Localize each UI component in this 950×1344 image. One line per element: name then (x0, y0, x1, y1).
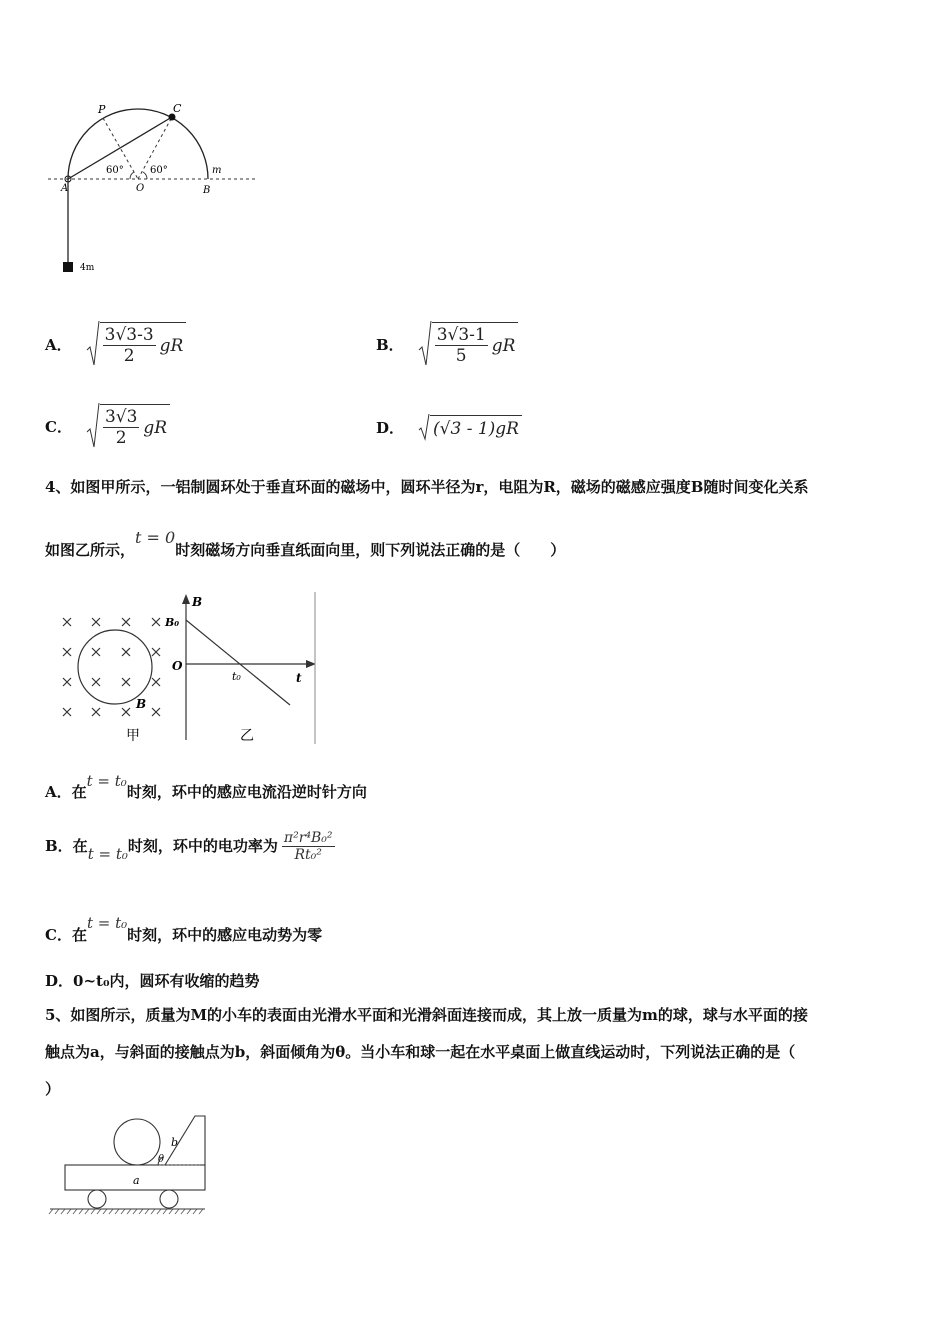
option-a-label: A． (45, 335, 72, 354)
label-B: B (203, 185, 211, 196)
q4-t0-expr: t = 0 (135, 528, 176, 547)
radical-b: $\frac{3√3-1}{5}$ gR (418, 320, 519, 368)
q4-option-c-expr: t = t₀ (86, 914, 128, 932)
q4-option-c-label: C．在 (45, 926, 87, 944)
radical-a: $\frac{3√3-3}{2}$ gR (86, 320, 187, 368)
option-d[interactable] (376, 412, 522, 442)
q5-line3: ） (45, 1080, 61, 1098)
option-b-label: B． (376, 335, 404, 354)
q4-option-b-fraction: $\frac{\text{π²r⁴B₀²}}{\text{Rt₀²}}$ (283, 830, 333, 863)
q4-option-b-expr: t = t₀ (87, 844, 128, 863)
q4-line2-post: 时刻磁场方向垂直纸面向里，则下列说法正确的是（ ） (175, 541, 566, 559)
q4-line2 (45, 528, 565, 558)
q4-option-a-expr: t = t₀ (86, 772, 127, 790)
option-a[interactable] (45, 318, 186, 370)
q4-option-c[interactable] (45, 914, 322, 943)
radical-d: (√3 - 1)gR (418, 413, 522, 441)
label-P: P (98, 103, 106, 116)
radical-c: $\frac{3√3}{2}$ gR (86, 402, 170, 450)
q4-line2-pre: 如图乙所示， (45, 541, 136, 559)
q4-option-b[interactable] (45, 830, 335, 863)
caption-jia: 甲 (126, 728, 140, 744)
q4-option-a-text: 时刻，环中的感应电流沿逆时针方向 (126, 783, 367, 801)
label-m: m (212, 165, 222, 176)
q4-line1: 4、如图甲所示，一铝制圆环处于垂直环面的磁场中，圆环半径为r，电阻为R，磁场的磁感应强度B随时间变化关系 (45, 478, 809, 496)
label-O: O (136, 183, 145, 194)
cart-label-a: a (133, 1174, 140, 1187)
q4-option-b-text: 时刻，环中的电功率为 (127, 837, 278, 855)
label-C: C (173, 102, 182, 115)
label-b0: B₀ (165, 616, 180, 629)
cart-figure (45, 1110, 215, 1220)
label-t0: t₀ (232, 670, 241, 683)
option-d-label: D． (376, 418, 405, 437)
q4-figure (50, 590, 330, 750)
q5-line1: 5、如图所示，质量为M的小车的表面由光滑水平面和光滑斜面连接而成，其上放一质量为m的球，球与水平面的接 (45, 1006, 808, 1024)
semicircle-figure (40, 95, 270, 280)
q5-line2: 触点为a，与斜面的接触点为b，斜面倾角为θ。当小车和球一起在水平桌面上做直线运动时，下列说法正确的是（ (45, 1043, 796, 1061)
option-c[interactable] (45, 400, 170, 452)
axis-label-t: t (296, 671, 302, 685)
label-4m: 4m (80, 263, 95, 273)
q4-option-a-label: A．在 (45, 783, 87, 801)
angle-60-left: 60° (106, 165, 124, 176)
q4-option-d[interactable]: D．0~t₀内，圆环有收缩的趋势 (45, 972, 260, 990)
cart-label-theta: θ (158, 1154, 165, 1165)
option-c-label: C． (45, 417, 72, 436)
q4-option-b-label: B．在 (45, 837, 88, 855)
cart-label-b: b (171, 1136, 179, 1149)
caption-yi: 乙 (240, 728, 254, 744)
axis-label-b: B (192, 595, 203, 609)
q4-option-a[interactable] (45, 772, 367, 800)
option-b[interactable] (376, 318, 518, 370)
label-A: A (61, 183, 69, 194)
q4-option-c-text: 时刻，环中的感应电动势为零 (127, 926, 323, 944)
angle-60-right: 60° (150, 165, 168, 176)
label-origin: O (172, 659, 183, 673)
ring-label-b: B (136, 697, 147, 711)
